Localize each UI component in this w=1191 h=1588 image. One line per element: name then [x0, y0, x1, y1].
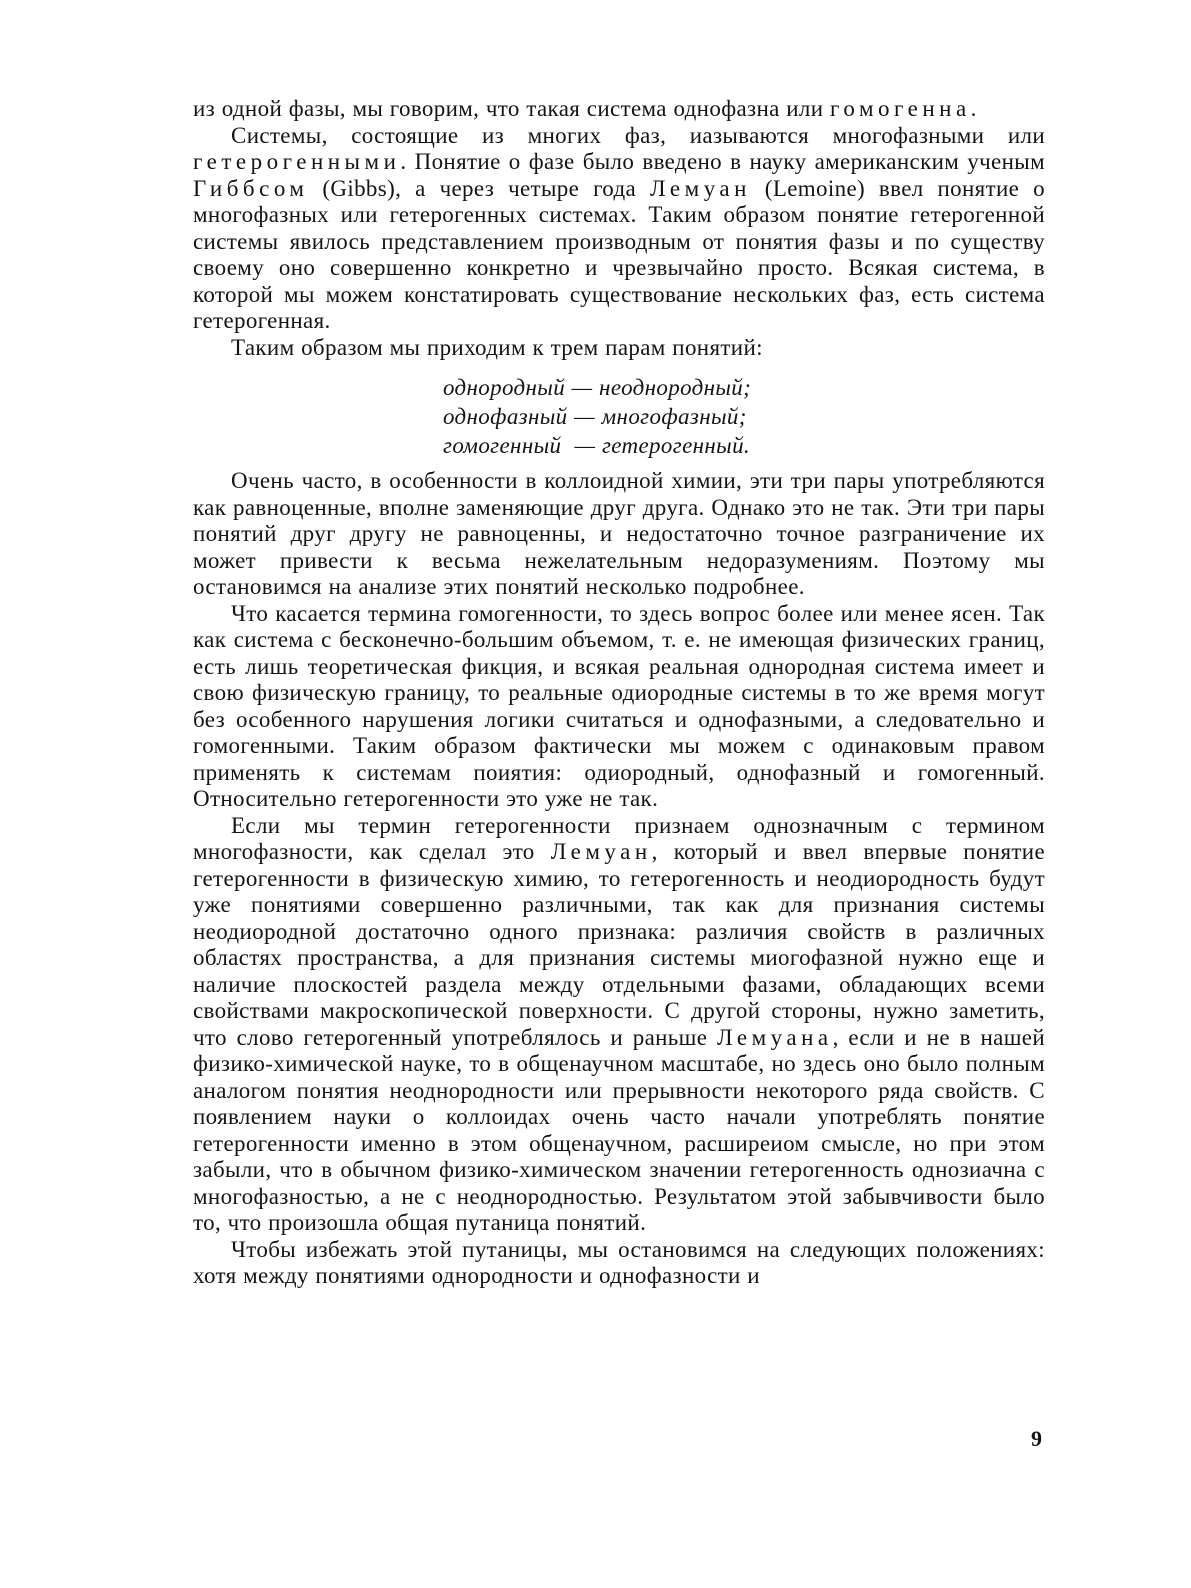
page-number: 9	[1031, 1426, 1042, 1451]
spaced-term: Гиббсом	[193, 175, 309, 201]
text-after-pairs	[193, 468, 1045, 1290]
paragraph-text: Таким образом мы приходим к трем парам понятий:	[231, 334, 763, 360]
spaced-term: Лемуан	[649, 175, 751, 201]
paragraph-p2	[193, 123, 1045, 335]
paragraph-text: Очень часто, в особенности в коллоидной химии, эти три пары употребляются как равноценные, вполне заменяющие друг друга. Однако это не так. Эти три пары понятий друг другу не равноценны, и недостаточно точное разграничение их может привести к весьма нежелательным недоразумениям. Поэтому мы остановимся на анализе этих понятий несколько подробнее.	[193, 468, 1045, 599]
concept-pairs-list	[193, 373, 1045, 460]
paragraph-p1	[193, 96, 1045, 123]
concept-pair-homogeneous-heterogeneous-terms: гомогенный — гетерогенный.	[443, 433, 751, 458]
paragraph-text: Чтобы избежать этой путаницы, мы остановимся на следующих положениях: хотя между понятиями однородности и однофазности и	[193, 1236, 1045, 1288]
paragraph-text: Системы, состоящие из многих фаз, иазываются многофазными или	[231, 122, 1045, 148]
concept-pair-single-multi-phase: однофазный — многофазный;	[443, 404, 747, 429]
paragraph-text: . Понятие о фазе было введено в науку американским ученым	[400, 149, 1045, 174]
paragraph-p3	[193, 335, 1045, 362]
paragraph-text: .	[970, 96, 977, 121]
paragraph-text: Что касается термина гомогенности, то здесь вопрос более или менее ясен. Так как система с бесконечно-большим объемом, т. е. не имеющая физических границ, есть лишь теоретическая фикция, и всякая реальная однородная система имеет и свою физическую границу, то реальные одиородные системы в то же время могут без особенного нарушения логики считаться и однофазными, а следовательно и гомогенными. Таким образом фактически мы можем с одинаковым правом применять к системам поиятия: одиородный, однофазный и гомогенный. Относительно гетерогенности это уже не так.	[193, 600, 1045, 811]
paragraph-text: (Lemoine) ввел понятие о многофазных или гетерогенных системах. Таким образом понятие гетерогенной системы явилось представлением производным от понятия фазы и по существу своему оно совершенно конкретно и чрезвычайно просто. Всякая система, в которой мы можем констатировать существование нескольких фаз, есть система гетерогенная.	[193, 175, 1045, 333]
spaced-term: Лемуана	[716, 1024, 833, 1050]
paragraph-text: , который и ввел впервые понятие гетерогенности в физическую химию, то гетерогенность и неодиородность будут уже понятиями совершенно различными, так как для признания системы неодиородной достаточно одного признака: различия свойств в различных областях пространства, а для признания системы миогофазной нужно еще и наличие плоскостей раздела между отдельными фазами, обладающих всеми свойствами макроскопической поверхности. С другой стороны, нужно заметить, что слово гетерогенный употреблялось и раньше	[193, 839, 1046, 1050]
spaced-term: гомогенна	[830, 96, 971, 121]
paragraph-text: , если и не в нашей физико-химической науке, то в общенаучном масштабе, но здесь оно было полным аналогом понятия неоднородности или прерывности некоторого ряда свойств. С появлением науки о коллоидах очень часто начали употреблять понятие гетерогенности именно в этом общенаучном, расширеиом смысле, но при этом забыли, что в обычном физико-химическом значении гетерогенность однозиачна с многофазностью, а не с неоднородностью. Результатом этой забывчивости было то, что произошла общая путаница понятий.	[193, 1024, 1045, 1235]
text-before-pairs	[193, 96, 1045, 361]
paragraph-p7	[193, 1237, 1045, 1290]
paragraph-text: Если мы термин гетерогенности признаем однозначным с термином многофазности, как сделал это	[193, 812, 1045, 864]
spaced-term: гетерогенными	[193, 149, 401, 174]
paragraph-p4	[193, 468, 1045, 601]
paragraph-p5	[193, 601, 1045, 813]
spaced-term: Лемуан	[550, 839, 652, 864]
paragraph-p6	[193, 813, 1045, 1237]
page-body	[193, 96, 1045, 1290]
paragraph-text: (Gibbs), а через четыре года	[308, 175, 650, 201]
paragraph-text: из одной фазы, мы говорим, что такая система однофазна или	[193, 96, 831, 121]
concept-pair-homogeneous-heterogeneous: однородный — неоднородный;	[443, 375, 752, 400]
